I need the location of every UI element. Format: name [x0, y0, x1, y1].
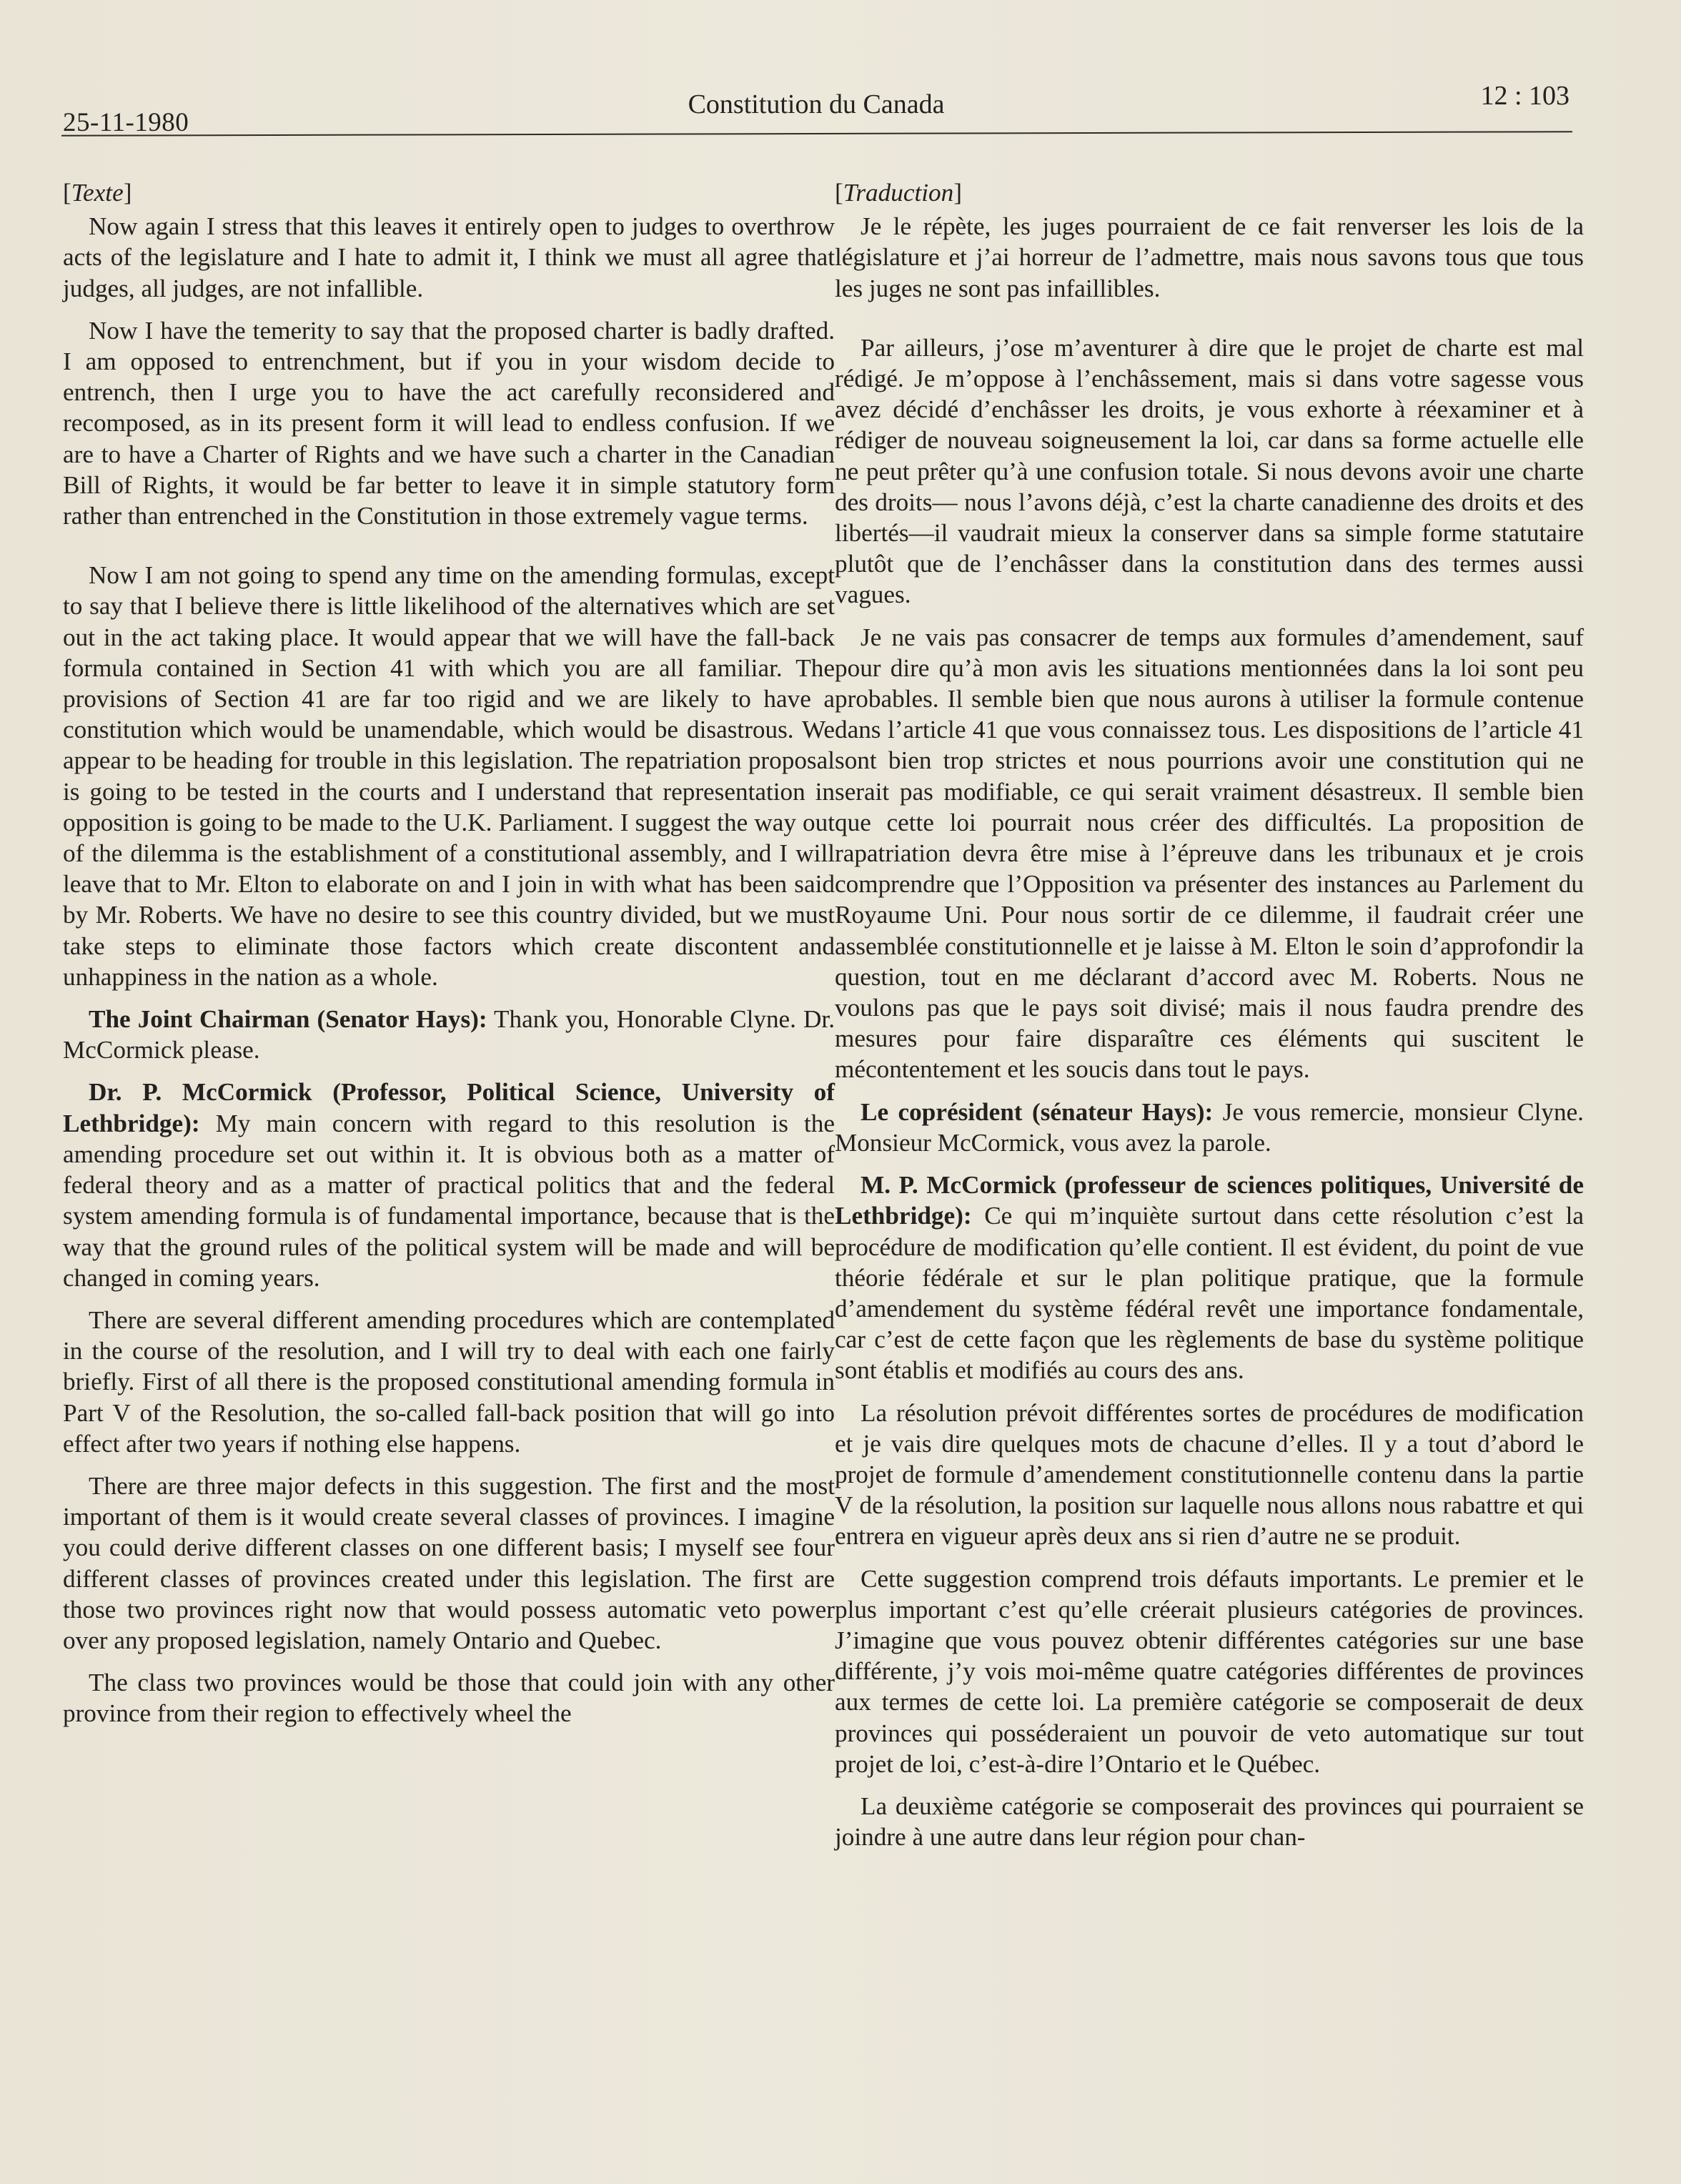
paragraph: La résolution prévoit différentes sortes de procédures de modification et je vais dire quelques mots de chacune d’elles. Il y a tout d’abord le projet de formule d’amendement constitutionnelle contenu dans la partie V de la résolution, la position sur laquelle nous allons nous rabattre et qui entrera en vigueur après deux ans si rien d’autre ne se produit.: [835, 1398, 1584, 1551]
page-header: [60, 0, 1572, 143]
speaker-paragraph: [63, 1004, 835, 1065]
speaker-paragraph: [835, 1097, 1584, 1158]
paragraph: There are three major defects in this suggestion. The first and the most important of them is it would create several classes of provinces. I imagine you could derive different classes on one different basis; I myself see four different classes of provinces created under this legislation. The first are those two provinces right now that would possess automatic veto power over any proposed legislation, namely Ontario and Quebec.: [63, 1471, 835, 1654]
header-date: 25-11-1980: [63, 108, 189, 137]
speaker-text: Thank you, Honorable Clyne. Dr. McCormick please.: [63, 1005, 835, 1064]
english-column: [63, 177, 835, 1741]
paragraph: Now I am not going to spend any time on the amending formulas, except to say that I believe there is little likelihood of the alternatives which are set out in the act taking place. It would appear that we will have the fall-back formula contained in Section 41 with which you are all familiar. The provisions of Section 41 are far too rigid and we are likely to have a constitution which would be unamendable, which would be disastrous. We appear to be heading for trouble in this legislation. The repatriation proposal is going to be tested in the courts and I understand that representation in opposition is going to be made to the U.K. Parliament. I suggest the way out of the dilemma is the establishment of a constitutional assembly, and I will leave that to Mr. Elton to elaborate on and I join in with what has been said by Mr. Roberts. We have no desire to see this country divided, but we must take steps to eliminate those factors which create discontent and unhappiness in the nation as a whole.: [63, 561, 835, 991]
speaker-text: Je vous remercie, monsieur Clyne. Monsieur McCormick, vous avez la parole.: [835, 1097, 1584, 1157]
header-page-number: 12 : 103: [1480, 81, 1570, 111]
paragraph: Par ailleurs, j’ose m’aventurer à dire que le projet de charte est mal rédigé. Je m’oppose à l’enchâssement, mais si dans votre sagesse vous avez décidé d’enchâsser les droits, je vous exhorte à réexaminer et à rédiger de nouveau soigneusement la loi, car dans sa forme actuelle elle ne peut prêter qu’à une confusion totale. Si nous devons avoir une charte des droits— nous l’avons déjà, c’est la charte canadienne des droits et des libertés—il vaudrait mieux la conserver dans sa simple forme statutaire plutôt que de l’enchâsser dans la constitution dans des termes aussi vagues.: [835, 333, 1584, 609]
speaker-name: Le coprésident (sénateur Hays):: [861, 1097, 1214, 1126]
paragraph: Cette suggestion comprend trois défauts importants. Le premier et le plus important c’est qu’elle créerait plusieurs catégories de provinces. J’imagine que vous pouvez obtenir différentes catégories sur une base différente, j’y vois moi-même quatre catégories différentes de provinces aux termes de cette loi. La première catégorie se composerait de deux provinces qui posséderaient un pouvoir de veto automatique sur tout projet de loi, c’est-à-dire l’Ontario et le Québec.: [835, 1564, 1584, 1778]
speaker-text: Ce qui m’inquiète surtout dans cette résolution c’est la procédure de modification qu’elle contient. Il est évident, du point de vue théorie fédérale et sur le plan politique pratique, que la formule d’amendement du système fédéral revêt une importance fondamentale, car c’est de cette façon que les règlements de base du système politique sont établis et modifiés au cours des ans.: [835, 1202, 1584, 1385]
paragraph: Je ne vais pas consacrer de temps aux formules d’amendement, sauf pour dire qu’à mon avis les situations mentionnées dans la loi sont peu probables. Il semble bien que nous aurons à utiliser la formule contenue dans l’article 41 que vous connaissez tous. Les dispositions de l’article 41 sont bien trop strictes et nous pourrions avoir une constitution qui ne serait pas modifiable, ce qui serait vraiment désastreux. Il semble bien que cette loi pourrait nous créer des difficultés. La proposition de rapatriation devra être mise à l’épreuve dans les tribunaux et je crois comprendre que l’Opposition va présenter des instances au Parlement du Royaume Uni. Pour nous sortir de ce dilemme, il faudrait créer une assemblée constitutionnelle et je laisse à M. Elton le soin d’approfondir la question, tout en me déclarant d’accord avec M. Roberts. Nous ne voulons pas que le pays soit divisé; mais il nous faudra prendre des mesures pour faire disparaître ces éléments qui suscitent le mécontentement et les soucis dans tout le pays.: [835, 623, 1584, 1084]
header-title: Constitution du Canada: [688, 89, 945, 119]
paragraph: The class two provinces would be those that could join with any other province from their region to effectively wheel the: [63, 1669, 835, 1728]
column-tag-text: Traduction: [843, 179, 954, 207]
paragraph: Je le répète, les juges pourraient de ce fait renverser les lois de la législature et j’ai horreur de l’admettre, mais nous savons tous que tous les juges ne sont pas infaillibles.: [835, 212, 1584, 302]
column-tag-text: Texte: [71, 179, 124, 207]
paragraph: Now I have the temerity to say that the proposed charter is badly drafted. I am opposed to entrenchment, but if you in your wisdom decide to entrench, then I urge you to have the act carefully reconsidered and recomposed, as in its present form it will lead to endless confusion. If we are to have a Charter of Rights and we have such a charter in the Canadian Bill of Rights, it would be far better to leave it in simple statutory form rather than entrenched in the Constitution in those extremely vague terms.: [63, 316, 835, 530]
speaker-paragraph: [63, 1077, 835, 1293]
french-column: [835, 177, 1584, 1864]
paragraph: There are several different amending procedures which are contemplated in the course of the resolution, and I will try to deal with each one fairly briefly. First of all there is the proposed constitutional amending formula in Part V of the Resolution, the so-called fall-back position that will go into effect after two years if nothing else happens.: [63, 1305, 835, 1458]
speaker-text: My main concern with regard to this resolution is the amending procedure set out within it. It is obvious both as a matter of federal theory and as a matter of practical politics that and the federal system amending formula is of fundamental importance, because that is the way that the ground rules of the political system will be made and will be changed in coming years.: [63, 1109, 835, 1292]
column-tag: [Texte]: [63, 179, 132, 207]
paragraph: La deuxième catégorie se composerait des provinces qui pourraient se joindre à une autre dans leur région pour chan-: [835, 1792, 1584, 1852]
speaker-name: The Joint Chairman (Senator Hays):: [89, 1005, 487, 1034]
speaker-name: Dr. P. McCormick (Professor, Political Science, University of Lethbridge):: [63, 1078, 835, 1137]
paragraph: Now again I stress that this leaves it entirely open to judges to overthrow acts of the legislature and I hate to admit it, I think we must all agree that judges, all judges, are not infallible.: [63, 212, 835, 302]
column-tag: [Traduction]: [835, 179, 962, 207]
speaker-paragraph: [835, 1170, 1584, 1385]
speaker-name: M. P. McCormick (professeur de sciences politiques, Université de Lethbridge):: [835, 1171, 1584, 1230]
